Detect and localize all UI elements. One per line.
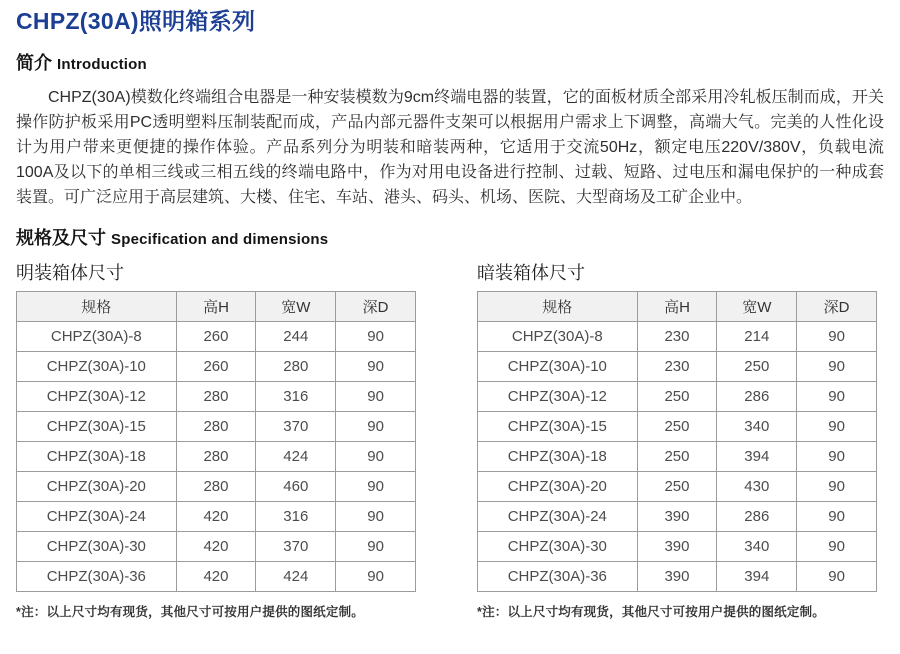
intro-heading-zh: 简介 (16, 53, 52, 73)
spec-cell: CHPZ(30A)-18 (17, 442, 177, 472)
table-row (17, 442, 416, 472)
column-header: 宽W (256, 292, 336, 322)
dimension-cell: 420 (176, 562, 256, 592)
dimension-cell: 90 (336, 562, 416, 592)
dimension-cell: 316 (256, 382, 336, 412)
dimension-cell: 430 (717, 472, 797, 502)
dimension-cell: 420 (176, 502, 256, 532)
dimension-cell: 214 (717, 322, 797, 352)
spec-cell: CHPZ(30A)-24 (478, 502, 638, 532)
dimension-cell: 90 (336, 502, 416, 532)
table-row (478, 382, 877, 412)
page-title: CHPZ(30A)照明箱系列 (16, 8, 256, 34)
dimension-cell: 230 (637, 322, 717, 352)
spec-cell: CHPZ(30A)-30 (17, 532, 177, 562)
dimension-cell: 90 (797, 472, 877, 502)
spec-section-heading (16, 227, 884, 251)
spec-cell: CHPZ(30A)-20 (478, 472, 638, 502)
table-row (478, 502, 877, 532)
table-header-row (478, 292, 877, 322)
dimension-cell: 340 (717, 412, 797, 442)
surface-mounted-dimensions-table (16, 291, 416, 592)
dimension-cell: 250 (717, 352, 797, 382)
dimension-cell: 260 (176, 352, 256, 382)
intro-paragraph: CHPZ(30A)模数化终端组合电器是一种安装模数为9cm终端电器的装置，它的面板材质全部采用冷轧板压制而成，开关操作防护板采用PC透明塑料压制装配而成，产品内部元器件支架可以根据用户需求上下调整，高端大气。完美的人性化设计为用户带来更便捷的操作体验。产品系列分为明装和暗装两种，它适用于交流50Hz，额定电压220V/380V，负载电流100A及以下的单相三线或三相五线的终端电路中，作为对用电设备进行控制、过载、短路、过电压和漏电保护的一种成套装置。可广泛应用于高层建筑、大楼、住宅、车站、港头、码头、机场、医院、大型商场及工矿企业中。 (16, 89, 884, 206)
dimension-cell: 90 (797, 382, 877, 412)
dimension-cell: 424 (256, 442, 336, 472)
intro-section-heading (16, 52, 884, 76)
surface-mounted-table-block (16, 262, 416, 620)
spec-cell: CHPZ(30A)-12 (478, 382, 638, 412)
dimension-cell: 90 (336, 352, 416, 382)
dimension-cell: 390 (637, 502, 717, 532)
dimension-cell: 90 (336, 472, 416, 502)
table-row (17, 382, 416, 412)
spec-cell: CHPZ(30A)-8 (17, 322, 177, 352)
column-header: 高H (637, 292, 717, 322)
dimension-tables (16, 262, 884, 620)
flush-mounted-dimensions-table (477, 291, 877, 592)
dimension-cell: 90 (336, 412, 416, 442)
dimension-cell: 230 (637, 352, 717, 382)
table-row (17, 352, 416, 382)
spec-cell: CHPZ(30A)-15 (17, 412, 177, 442)
table-row (17, 562, 416, 592)
table-row (478, 472, 877, 502)
dimension-cell: 90 (336, 382, 416, 412)
dimension-cell: 250 (637, 442, 717, 472)
table-row (478, 412, 877, 442)
dimension-cell: 280 (256, 352, 336, 382)
dimension-cell: 280 (176, 472, 256, 502)
dimension-cell: 90 (336, 322, 416, 352)
dimension-cell: 286 (717, 502, 797, 532)
spec-cell: CHPZ(30A)-8 (478, 322, 638, 352)
spec-cell: CHPZ(30A)-20 (17, 472, 177, 502)
dimension-cell: 316 (256, 502, 336, 532)
dimension-cell: 90 (797, 412, 877, 442)
footnote-surface-mounted: *注：以上尺寸均有现货，其他尺寸可按用户提供的图纸定制。 (16, 605, 364, 619)
spec-cell: CHPZ(30A)-36 (478, 562, 638, 592)
dimension-cell: 90 (797, 532, 877, 562)
dimension-cell: 286 (717, 382, 797, 412)
dimension-cell: 250 (637, 412, 717, 442)
column-header: 规格 (478, 292, 638, 322)
table-row (17, 322, 416, 352)
spec-heading-en: Specification and dimensions (111, 231, 329, 248)
dimension-cell: 250 (637, 472, 717, 502)
intro-heading-en: Introduction (57, 56, 147, 73)
spec-cell: CHPZ(30A)-18 (478, 442, 638, 472)
spec-cell: CHPZ(30A)-10 (17, 352, 177, 382)
footnote-flush-mounted: *注：以上尺寸均有现货，其他尺寸可按用户提供的图纸定制。 (477, 605, 825, 619)
table-row (17, 412, 416, 442)
dimension-cell: 370 (256, 532, 336, 562)
table-row (17, 472, 416, 502)
flush-mounted-table-block (477, 262, 877, 620)
table-row (478, 322, 877, 352)
dimension-cell: 90 (797, 562, 877, 592)
table-row (478, 532, 877, 562)
dimension-cell: 394 (717, 442, 797, 472)
spec-heading-zh: 规格及尺寸 (16, 228, 106, 248)
dimension-cell: 460 (256, 472, 336, 502)
dimension-cell: 90 (336, 442, 416, 472)
dimension-cell: 420 (176, 532, 256, 562)
spec-cell: CHPZ(30A)-12 (17, 382, 177, 412)
table-row (17, 532, 416, 562)
dimension-cell: 90 (797, 352, 877, 382)
dimension-cell: 424 (256, 562, 336, 592)
spec-cell: CHPZ(30A)-36 (17, 562, 177, 592)
dimension-cell: 390 (637, 562, 717, 592)
table-row (478, 442, 877, 472)
dimension-cell: 394 (717, 562, 797, 592)
table-title-flush-mounted: 暗装箱体尺寸 (477, 263, 585, 283)
column-header: 深D (797, 292, 877, 322)
table-row (17, 502, 416, 532)
spec-cell: CHPZ(30A)-30 (478, 532, 638, 562)
table-row (478, 562, 877, 592)
dimension-cell: 390 (637, 532, 717, 562)
dimension-cell: 370 (256, 412, 336, 442)
table-title-surface-mounted: 明装箱体尺寸 (16, 263, 124, 283)
dimension-cell: 90 (797, 442, 877, 472)
spec-cell: CHPZ(30A)-10 (478, 352, 638, 382)
dimension-cell: 244 (256, 322, 336, 352)
table-header-row (17, 292, 416, 322)
column-header: 宽W (717, 292, 797, 322)
dimension-cell: 90 (797, 322, 877, 352)
dimension-cell: 280 (176, 442, 256, 472)
dimension-cell: 90 (336, 532, 416, 562)
spec-cell: CHPZ(30A)-15 (478, 412, 638, 442)
table-row (478, 352, 877, 382)
column-header: 深D (336, 292, 416, 322)
spec-cell: CHPZ(30A)-24 (17, 502, 177, 532)
dimension-cell: 280 (176, 382, 256, 412)
dimension-cell: 340 (717, 532, 797, 562)
dimension-cell: 280 (176, 412, 256, 442)
column-header: 高H (176, 292, 256, 322)
column-header: 规格 (17, 292, 177, 322)
dimension-cell: 260 (176, 322, 256, 352)
dimension-cell: 90 (797, 502, 877, 532)
dimension-cell: 250 (637, 382, 717, 412)
